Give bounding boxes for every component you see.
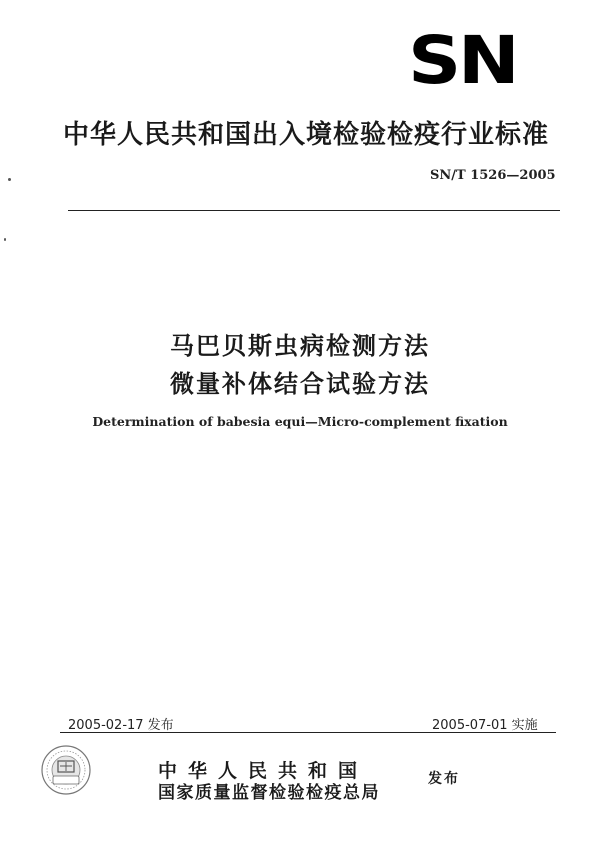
standard-category: 中华人民共和国出入境检验检疫行业标准	[62, 120, 549, 150]
title-en: Determination of babesia equi—Micro-complement fixation	[92, 414, 508, 429]
title-zh-line1: 马巴贝斯虫病检测方法	[170, 332, 430, 360]
anti-counterfeit-seal	[40, 744, 92, 796]
seal-icon	[40, 744, 92, 796]
scan-mark	[4, 238, 6, 241]
footer-divider	[60, 732, 556, 733]
title-zh-line2: 微量补体结合试验方法	[170, 370, 430, 398]
issue-date: 2005-02-17 发布	[68, 718, 174, 733]
scan-mark	[8, 178, 11, 181]
issuer-agency: 国家质量监督检验检疫总局	[158, 783, 380, 803]
implementation-date: 2005-07-01 实施	[432, 718, 538, 733]
issuer-country: 中华人民共和国	[158, 760, 369, 782]
header-divider	[68, 210, 560, 211]
standard-number: SN/T 1526—2005	[430, 168, 556, 183]
sn-logo-text: SN	[408, 22, 517, 99]
sn-logo	[408, 22, 530, 99]
publish-label: 发布	[428, 771, 460, 787]
